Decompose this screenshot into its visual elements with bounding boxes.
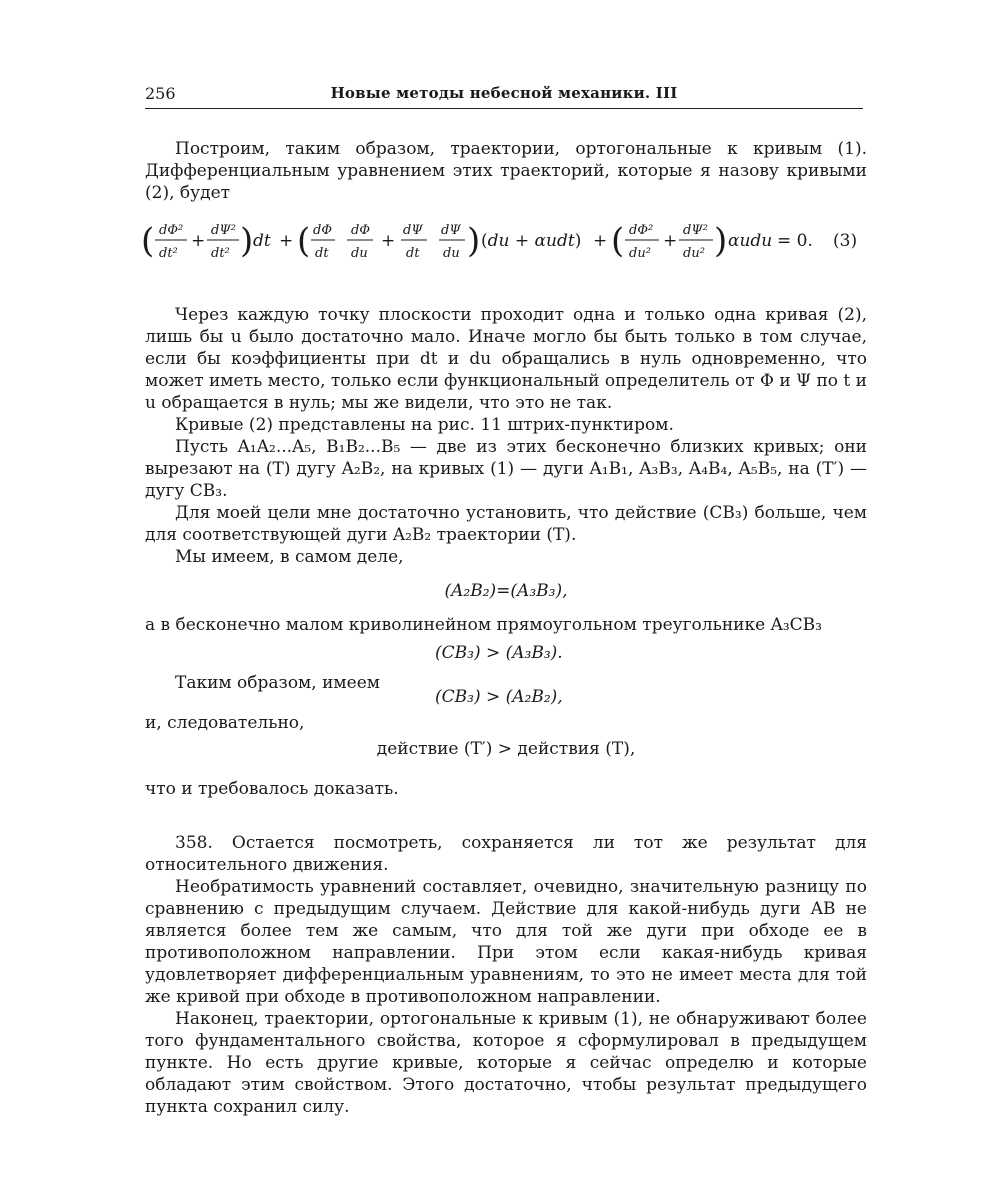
- running-title: Новые методы небесной механики. III: [330, 84, 678, 102]
- svg-text:+: +: [279, 231, 294, 251]
- thus-we-have: Таким образом, имеем: [175, 673, 380, 693]
- svg-text:= 0.: = 0.: [777, 231, 813, 251]
- svg-text:αudu: αudu: [728, 231, 773, 251]
- svg-text:du²: du²: [683, 246, 705, 261]
- svg-text:dt: dt: [253, 231, 271, 251]
- section-358-conclusion: Наконец, траектории, ортогональные к кривым (1), не обнаруживают более того фундаментального свойства, которое я сформулировал в предыдущем пункте. Но есть другие кривые, которые я сейчас определю и которые обладают этим свойством. Этого достаточно, чтобы результат предыдущего пункта сохранил силу.: [145, 1009, 867, 1117]
- eq-paren: (: [141, 221, 155, 261]
- paragraph-qed: что и требовалось доказать.: [145, 779, 399, 799]
- inequality-cb3-a2b2: (CB₃) > (A₂B₂),: [435, 687, 563, 707]
- svg-text:dΦ: dΦ: [351, 223, 370, 238]
- paragraph-unique-curve: Через каждую точку плоскости проходит одна и только одна кривая (2), лишь бы u было достаточно мало. Иначе могло бы быть только в том случае, если бы коэффициенты при dt и du обращались в нуль одновременно, что может иметь место, только если функциональный определитель от Φ и Ψ по t и u обращается в нуль; мы же видели, что это не так.: [145, 305, 867, 413]
- inequality-cb3-a3b3: (CB₃) > (A₃B₃).: [435, 643, 563, 663]
- svg-text:dΨ²: dΨ²: [211, 223, 236, 238]
- paragraph-triangle: а в бесконечно малом криволинейном прямоугольном треугольнике A₃CB₃: [145, 615, 822, 635]
- action-inequality: действие (T′) > действия (T),: [376, 739, 636, 759]
- svg-text:dt²: dt²: [211, 246, 230, 261]
- inequality-row-2: [145, 672, 867, 707]
- section-358-intro: 358. Остается посмотреть, сохраняется ли тот же результат для относительного движения.: [145, 833, 867, 875]
- svg-text:du: du: [443, 246, 460, 261]
- paragraph-we-have: Мы имеем, в самом деле,: [175, 547, 404, 567]
- page-header: [145, 84, 863, 109]
- section-358-irreversibility: Необратимость уравнений составляет, очевидно, значительную разницу по сравнению с предыдущим случаем. Действие для какой-нибудь дуги AB не является более тем же самым, что для той же дуги при обходе ее в противоположном направлении. При этом если какая-нибудь кривая удовлетворяет дифференциальным уравнениям, то это не имеет места для той же кривой при обходе в противоположном направлении.: [145, 877, 867, 1007]
- svg-text:dt: dt: [406, 246, 420, 261]
- svg-text:du: du: [351, 246, 368, 261]
- consequently-text: и, следовательно,: [145, 713, 305, 733]
- svg-text:dΨ: dΨ: [403, 223, 423, 238]
- svg-text:dt²: dt²: [159, 246, 178, 261]
- svg-text:dΦ: dΦ: [313, 223, 332, 238]
- equation-equal-actions: (A₂B₂)=(A₃B₃),: [444, 581, 568, 601]
- paragraph-goal: Для моей цели мне достаточно установить, что действие (CB₃) больше, чем для соответствующей дуги A₂B₂ траектории (T).: [145, 503, 867, 545]
- svg-text:): ): [714, 221, 728, 261]
- paragraph-figure-ref: Кривые (2) представлены на рис. 11 штрих-пунктиром.: [175, 415, 674, 435]
- svg-text:dΦ²: dΦ²: [629, 223, 654, 238]
- svg-text:(: (: [611, 221, 625, 261]
- svg-text:(: (: [297, 221, 311, 261]
- equation-3: [141, 212, 867, 270]
- svg-text:dΦ²: dΦ²: [159, 223, 184, 238]
- page-number: 256: [145, 84, 176, 103]
- svg-text:dt: dt: [315, 246, 329, 261]
- equation-3-formula: [141, 212, 871, 270]
- svg-text:): ): [240, 221, 254, 261]
- svg-text:du²: du²: [629, 246, 651, 261]
- svg-text:): ): [467, 221, 481, 261]
- svg-text:dΨ: dΨ: [441, 223, 461, 238]
- svg-text:+: +: [191, 231, 206, 251]
- page-content: [141, 138, 867, 1118]
- inequality-row-1: [145, 642, 867, 666]
- svg-text:+: +: [381, 231, 396, 251]
- intro-paragraph: Построим, таким образом, траектории, ортогональные к кривым (1). Дифференциальным уравнением этих траекторий, которые я назову кривыми (2), будет: [145, 139, 867, 203]
- equation-number: (3): [833, 231, 858, 251]
- consequently-row: [145, 712, 867, 738]
- svg-text:+: +: [593, 231, 608, 251]
- paragraph-arcs: Пусть A₁A₂...A₅, B₁B₂...B₅ — две из этих бесконечно близких кривых; они вырезают на (T) дугу A₂B₂, на кривых (1) — дуги A₁B₁, A₃B₃, A₄B₄, A₅B₅, на (T′) — дугу CB₃.: [145, 437, 867, 501]
- svg-text:+: +: [663, 231, 678, 251]
- svg-text:dΨ²: dΨ²: [683, 223, 708, 238]
- svg-text:(du + αudt): (du + αudt): [481, 231, 582, 251]
